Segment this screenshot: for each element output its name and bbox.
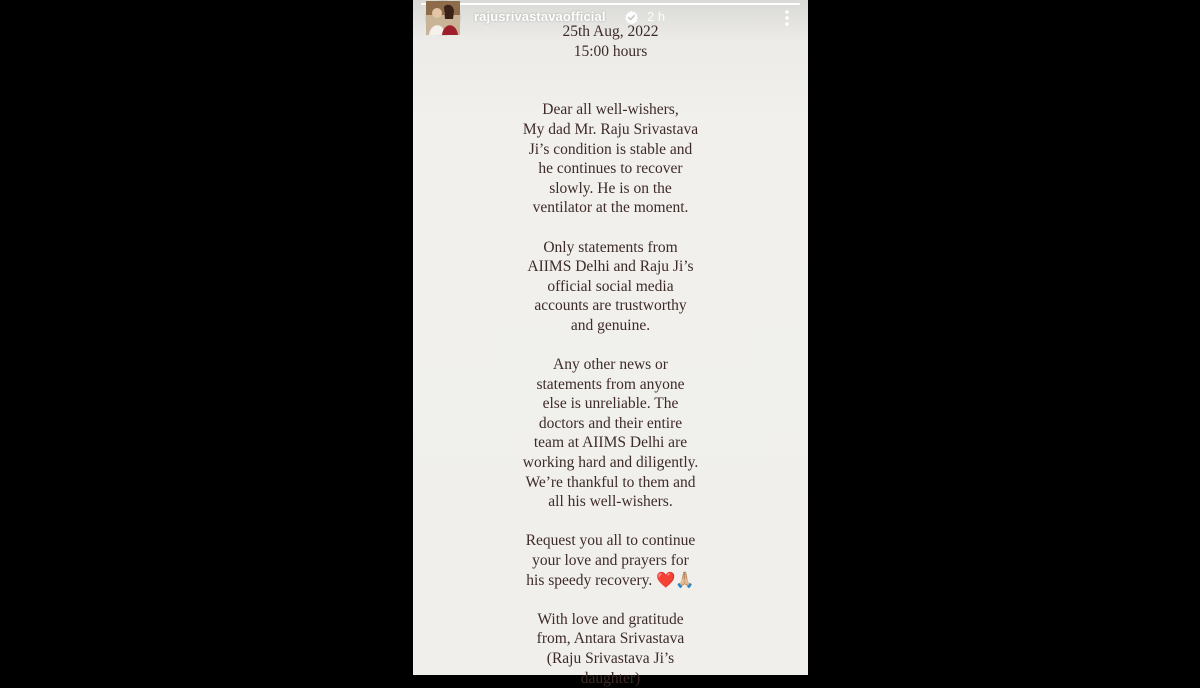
text-line: We’re thankful to them and — [525, 473, 696, 491]
paragraph-signature — [413, 610, 808, 688]
text-line: team at AIIMS Delhi are — [533, 434, 688, 452]
text-line: Any other news or — [553, 356, 668, 374]
text-line: else is unreliable. The — [542, 395, 679, 413]
text-line: Only statements from — [543, 238, 678, 256]
text-line: official social media — [547, 277, 674, 295]
text-line: working hard and diligently. — [522, 454, 699, 472]
text-line: ventilator at the moment. — [532, 199, 689, 217]
post-date: 25th Aug, 2022 — [562, 23, 659, 40]
text-line: Dear all well-wishers, — [542, 101, 679, 119]
text-line: Request you all to continue — [525, 532, 696, 550]
praying-hands-emoji: 🙏🏼 — [675, 571, 695, 589]
text-line: accounts are trustworthy — [534, 297, 687, 315]
post-time-ago: 2 h — [647, 9, 666, 24]
paragraph-official-sources — [413, 238, 808, 336]
text-line: Ji’s condition is stable and — [528, 140, 693, 158]
paragraph-condition — [413, 100, 808, 218]
paragraph-prayers — [413, 531, 808, 590]
text-line: and genuine. — [570, 316, 651, 334]
text-line: daughter) — [580, 669, 641, 687]
text-line: your love and prayers for — [532, 552, 689, 570]
username[interactable]: rajusrivastavaofficial — [474, 9, 606, 24]
text-line: slowly. He is on the — [549, 179, 672, 197]
text-line: AIIMS Delhi and Raju Ji’s — [527, 258, 694, 276]
text-line: from, Antara Srivastava — [536, 630, 685, 648]
heart-emoji: ❤️ — [656, 571, 676, 589]
text-line: all his well-wishers. — [548, 493, 673, 511]
story-text — [413, 22, 808, 688]
post-time: 15:00 hours — [573, 42, 648, 60]
text-line: he continues to recover — [538, 160, 683, 178]
text-line: doctors and their entire — [538, 414, 683, 432]
text-line: With love and gratitude — [537, 610, 684, 628]
text-line: statements from anyone — [536, 375, 685, 393]
text-line: his speedy recovery. — [526, 571, 653, 589]
paragraph-unreliable-news — [413, 355, 808, 512]
text-line: (Raju Srivastava Ji’s — [546, 650, 675, 667]
text-line-with-emoji — [413, 571, 808, 591]
story-viewer[interactable] — [413, 0, 808, 687]
text-line: My dad Mr. Raju Srivastava — [522, 120, 699, 138]
